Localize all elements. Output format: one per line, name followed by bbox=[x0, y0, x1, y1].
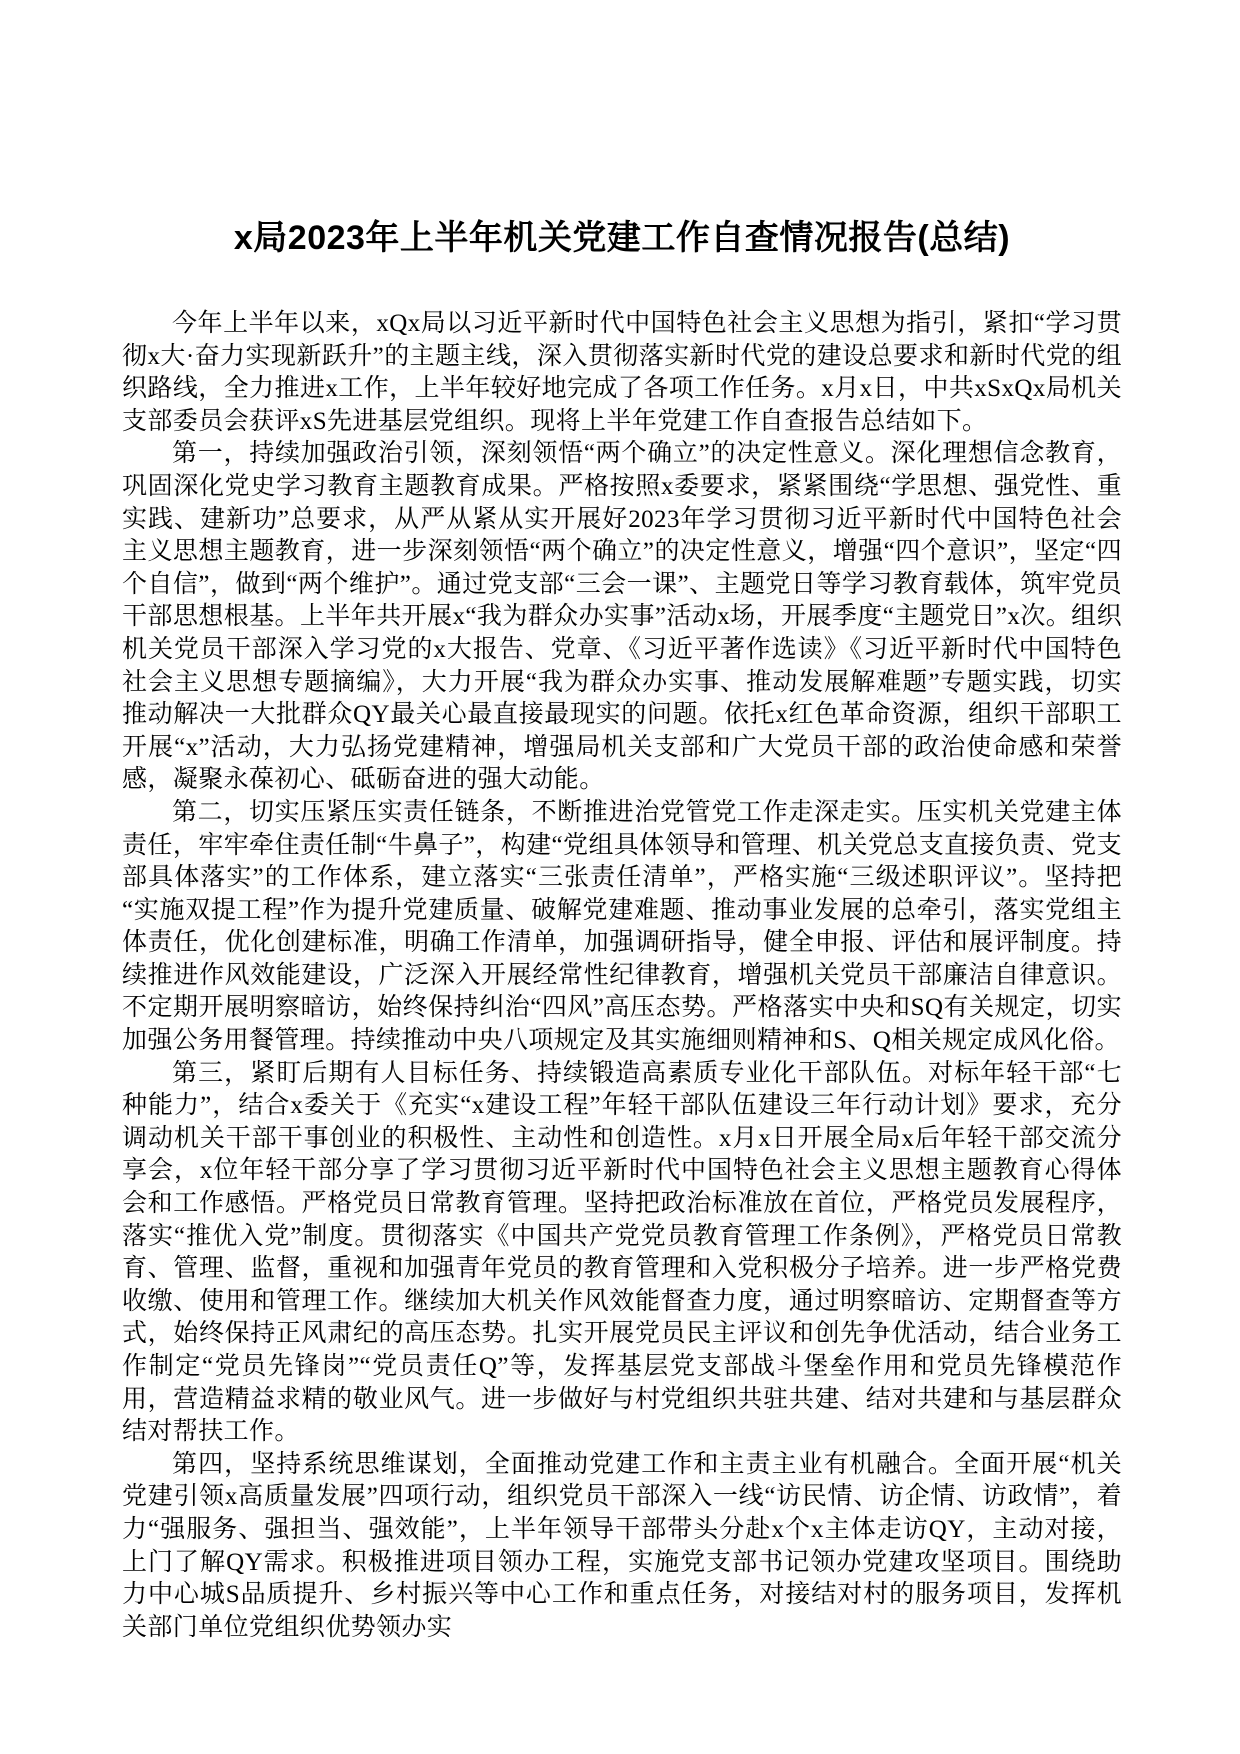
document-title: x局2023年上半年机关党建工作自查情况报告(总结) bbox=[233, 219, 1011, 257]
paragraph-fourth-point: 第四，坚持系统思维谋划，全面推动党建工作和主责主业有机融合。全面开展“机关党建引领x高质量发展”四项行动，组织党员干部深入一线“访民情、访企情、访政情”，着力“强服务、强担当、强效能”，上半年领导干部带头分赴x个x主体走访QY，主动对接，上门了解QY需求。积极推进项目领办工程，实施党支部书记领办党建攻坚项目。围绕助力中心城S品质提升、乡村振兴等中心工作和重点任务，对接结对村的服务项目，发挥机关部门单位党组织优势领办实 bbox=[122, 1450, 1122, 1641]
paragraph-second-point: 第二，切实压紧压实责任链条，不断推进治党管党工作走深走实。压实机关党建主体责任，牢牢牵住责任制“牛鼻子”，构建“党组具体领导和管理、机关党总支直接负责、党支部具体落实”的工作体系，建立落实“三张责任清单”，严格实施“三级述职评议”。坚持把“实施双提工程”作为提升党建质量、破解党建难题、推动事业发展的总牵引，落实党组主体责任，优化创建标准，明确工作清单，加强调研指导，健全申报、评估和展评制度。持续推进作风效能建设，广泛深入开展经常性纪律教育，增强机关党员干部廉洁自律意识。不定期开展明察暗访，始终保持纠治“四风”高压态势。严格落实中央和SQ有关规定，切实加强公务用餐管理。持续推动中央八项规定及其实施细则精神和S、Q相关规定成风化俗。 bbox=[122, 798, 1122, 1055]
paragraph-first-point: 第一，持续加强政治引领，深刻领悟“两个确立”的决定性意义。深化理想信念教育，巩固深化党史学习教育主题教育成果。严格按照x委要求，紧紧围绕“学思想、强党性、重实践、建新功”总要求，从严从紧从实开展好2023年学习贯彻习近平新时代中国特色社会主义思想主题教育，进一步深刻领悟“两个确立”的决定性意义，增强“四个意识”，坚定“四个自信”，做到“两个维护”。通过党支部“三会一课”、主题党日等学习教育载体，筑牢党员干部思想根基。上半年共开展x“我为群众办实事”活动x场，开展季度“主题党日”x次。组织机关党员干部深入学习党的x大报告、党章、《习近平著作选读》《习近平新时代中国特色社会主义思想专题摘编》，大力开展“我为群众办实事、推动发展解难题”专题实践，切实推动解决一大批群众QY最关心最直接最现实的问题。依托x红色革命资源，组织干部职工开展“x”活动，大力弘扬党建精神，增强局机关支部和广大党员干部的政治使命感和荣誉感，凝聚永葆初心、砥砺奋进的强大动能。 bbox=[122, 440, 1122, 794]
paragraph-intro: 今年上半年以来，xQx局以习近平新时代中国特色社会主义思想为指引，紧扣“学习贯彻x大·奋力实现新跃升”的主题主线，深入贯彻落实新时代党的建设总要求和新时代党的组织路线，全力推进x工作，上半年较好地完成了各项工作任务。x月x日，中共xSxQx局机关支部委员会获评xS先进基层党组织。现将上半年党建工作自查报告总结如下。 bbox=[122, 310, 1122, 435]
paragraph-third-point: 第三，紧盯后期有人目标任务、持续锻造高素质专业化干部队伍。对标年轻干部“七种能力”，结合x委关于《充实“x建设工程”年轻干部队伍建设三年行动计划》要求，充分调动机关干部干事创业的积极性、主动性和创造性。x月x日开展全局x后年轻干部交流分享会，x位年轻干部分享了学习贯彻习近平新时代中国特色社会主义思想主题教育心得体会和工作感悟。严格党员日常教育管理。坚持把政治标准放在首位，严格党员发展程序，落实“推优入党”制度。贯彻落实《中国共产党党员教育管理工作条例》，严格党员日常教育、管理、监督，重视和加强青年党员的教育管理和入党积极分子培养。进一步严格党费收缴、使用和管理工作。继续加大机关作风效能督查力度，通过明察暗访、定期督查等方式，始终保持正风肃纪的高压态势。扎实开展党员民主评议和创先争优活动，结合业务工作制定“党员先锋岗”“党员责任Q”等，发挥基层党支部战斗堡垒作用和党员先锋模范作用，营造精益求精的敬业风气。进一步做好与村党组织共驻共建、结对共建和与基层群众结对帮扶工作。 bbox=[122, 1059, 1122, 1446]
document-body bbox=[122, 308, 1122, 1644]
